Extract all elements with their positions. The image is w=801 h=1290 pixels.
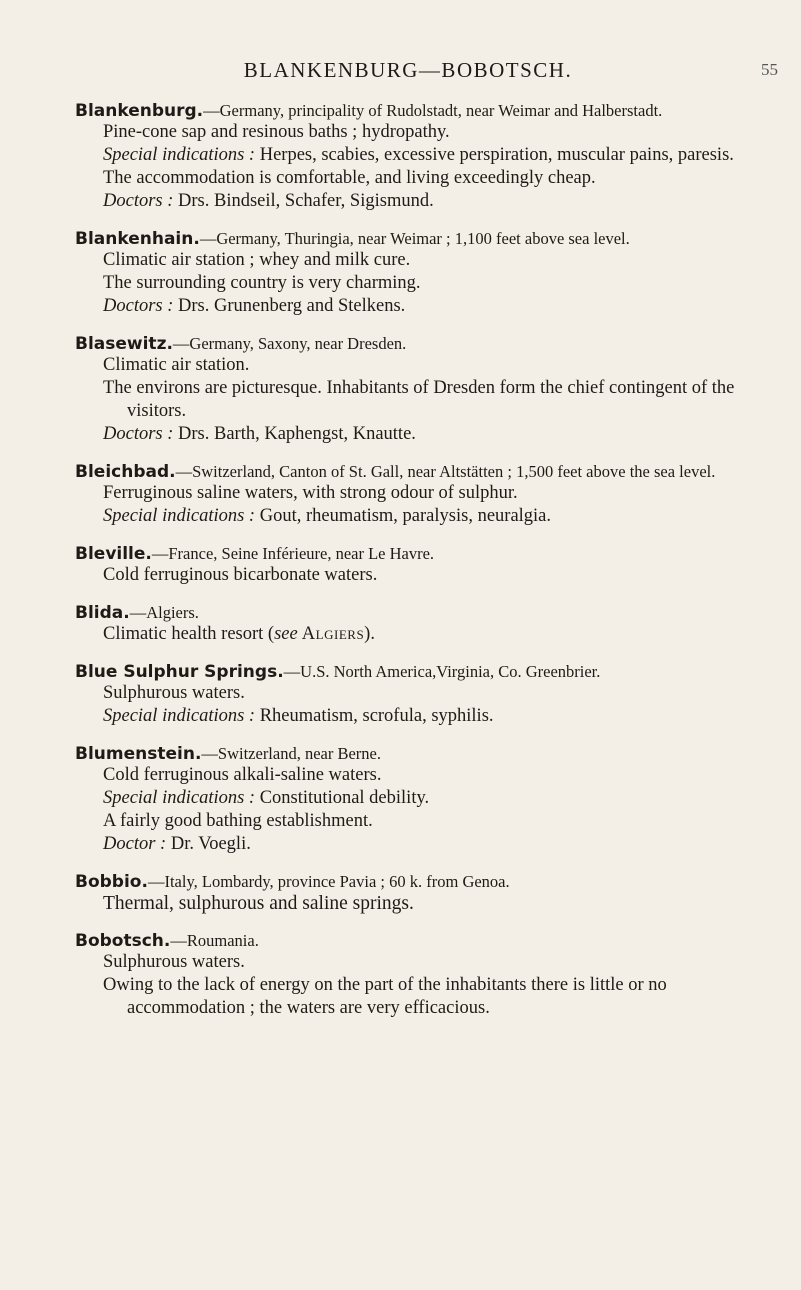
entry-blue-sulphur-springs	[75, 662, 765, 728]
see-label: see	[274, 624, 298, 644]
entry-heading	[75, 101, 765, 121]
entry-name: Blumenstein.	[75, 744, 202, 764]
entry-name: Blue Sulphur Springs.	[75, 662, 284, 682]
entry-line: Owing to the lack of energy on the part of the inhabitants there is little or no accommodation ; the waters are very efficacious.	[103, 975, 667, 1018]
entry-line: Pine-cone sap and resinous baths ; hydropathy.	[103, 122, 450, 142]
entry-line	[75, 505, 765, 528]
entry-blankenburg	[75, 101, 765, 213]
line-text: ).	[364, 624, 375, 644]
entry-line: Sulphurous waters.	[103, 952, 245, 972]
entry-blumenstein	[75, 744, 765, 856]
line-label: Special indications :	[103, 506, 256, 526]
entry-heading	[75, 334, 765, 354]
entry-line	[75, 295, 765, 318]
entry-location: —Italy, Lombardy, province Pavia ; 60 k. from Genoa.	[147, 872, 510, 891]
entry-name: Bleville.	[75, 544, 152, 564]
entry-location: —Algiers.	[129, 603, 199, 622]
entry-heading	[75, 872, 765, 892]
entry-line	[75, 144, 765, 167]
line-label: Doctors :	[103, 296, 174, 316]
entry-location: —Switzerland, near Berne.	[201, 744, 382, 763]
entry-heading	[75, 603, 765, 623]
line-text: Rheumatism, scrofula, syphilis.	[255, 706, 494, 726]
entry-line: The surrounding country is very charming.	[103, 273, 421, 293]
line-label: Special indications :	[103, 788, 256, 808]
entry-location: —Switzerland, Canton of St. Gall, near Altstätten ; 1,500 feet above the sea level.	[175, 462, 716, 481]
entry-name: Blankenburg.	[75, 101, 204, 121]
entry-blida	[75, 603, 765, 646]
entry-heading	[75, 744, 765, 764]
line-label: Special indications :	[103, 706, 256, 726]
entry-line: Sulphurous waters.	[103, 683, 245, 703]
entry-heading	[75, 662, 765, 682]
gazetteer-entries	[75, 101, 765, 1036]
entry-bobotsch	[75, 931, 765, 1020]
entry-location: —Germany, Thuringia, near Weimar ; 1,100 feet above sea level.	[199, 229, 630, 248]
line-text: Constitutional debility.	[255, 788, 430, 808]
line-label: Doctors :	[103, 424, 174, 444]
entry-name: Bobbio.	[75, 872, 148, 892]
entry-heading	[75, 931, 765, 951]
entry-location: —U.S. North America,Virginia, Co. Greenbrier.	[283, 662, 601, 681]
line-text: Gout, rheumatism, paralysis, neuralgia.	[255, 506, 552, 526]
entry-name: Blankenhain.	[75, 229, 200, 249]
line-text: Drs. Barth, Kaphengst, Knautte.	[173, 424, 416, 444]
entry-name: Blida.	[75, 603, 130, 623]
entry-bobbio	[75, 872, 765, 915]
line-label: Special indications :	[103, 145, 256, 165]
entry-name: Bobotsch.	[75, 931, 171, 951]
line-text: Climatic health resort (	[103, 624, 275, 644]
entry-blasewitz	[75, 334, 765, 446]
line-label: Doctors :	[103, 191, 174, 211]
entry-line: Cold ferruginous alkali-saline waters.	[103, 765, 382, 785]
entry-line: The environs are picturesque. Inhabitants of Dresden form the chief contingent of the visitors.	[103, 378, 735, 421]
entry-bleville	[75, 544, 765, 587]
entry-line: The accommodation is comfortable, and living exceedingly cheap.	[103, 168, 596, 188]
entry-line: Climatic air station ; whey and milk cure.	[103, 250, 411, 270]
line-text: Drs. Grunenberg and Stelkens.	[173, 296, 406, 316]
entry-line: Thermal, sulphurous and saline springs.	[103, 893, 414, 914]
entry-line: Ferruginous saline waters, with strong odour of sulphur.	[103, 483, 518, 503]
entry-line: Cold ferruginous bicarbonate waters.	[103, 565, 378, 585]
line-text: Drs. Bindseil, Schafer, Sigismund.	[173, 191, 434, 211]
line-label: Doctor :	[103, 834, 167, 854]
entry-name: Bleichbad.	[75, 462, 176, 482]
entry-bleichbad	[75, 462, 765, 528]
entry-heading	[75, 544, 765, 564]
page-number: 55	[761, 60, 778, 79]
entry-heading	[75, 229, 765, 249]
entry-line	[75, 705, 765, 728]
entry-line	[75, 190, 765, 213]
entry-location: —France, Seine Inférieure, near Le Havre.	[151, 544, 435, 563]
entry-location: —Germany, principality of Rudolstadt, near Weimar and Halberstadt.	[203, 101, 663, 120]
entry-location: —Roumania.	[170, 931, 259, 950]
line-text: Dr. Voegli.	[166, 834, 251, 854]
entry-heading	[75, 462, 765, 482]
entry-line	[75, 423, 765, 446]
entry-line	[75, 787, 765, 810]
running-header: BLANKENBURG—BOBOTSCH.	[243, 58, 573, 82]
entry-line	[75, 833, 765, 856]
entry-line: Climatic air station.	[103, 355, 250, 375]
line-text: Herpes, scabies, excessive perspiration, muscular pains, paresis.	[255, 145, 734, 165]
entry-location: —Germany, Saxony, near Dresden.	[172, 334, 407, 353]
entry-name: Blasewitz.	[75, 334, 173, 354]
entry-line	[75, 623, 765, 646]
entry-line: A fairly good bathing establishment.	[103, 811, 373, 831]
cross-reference: Algiers	[297, 624, 365, 644]
entry-blankenhain	[75, 229, 765, 318]
